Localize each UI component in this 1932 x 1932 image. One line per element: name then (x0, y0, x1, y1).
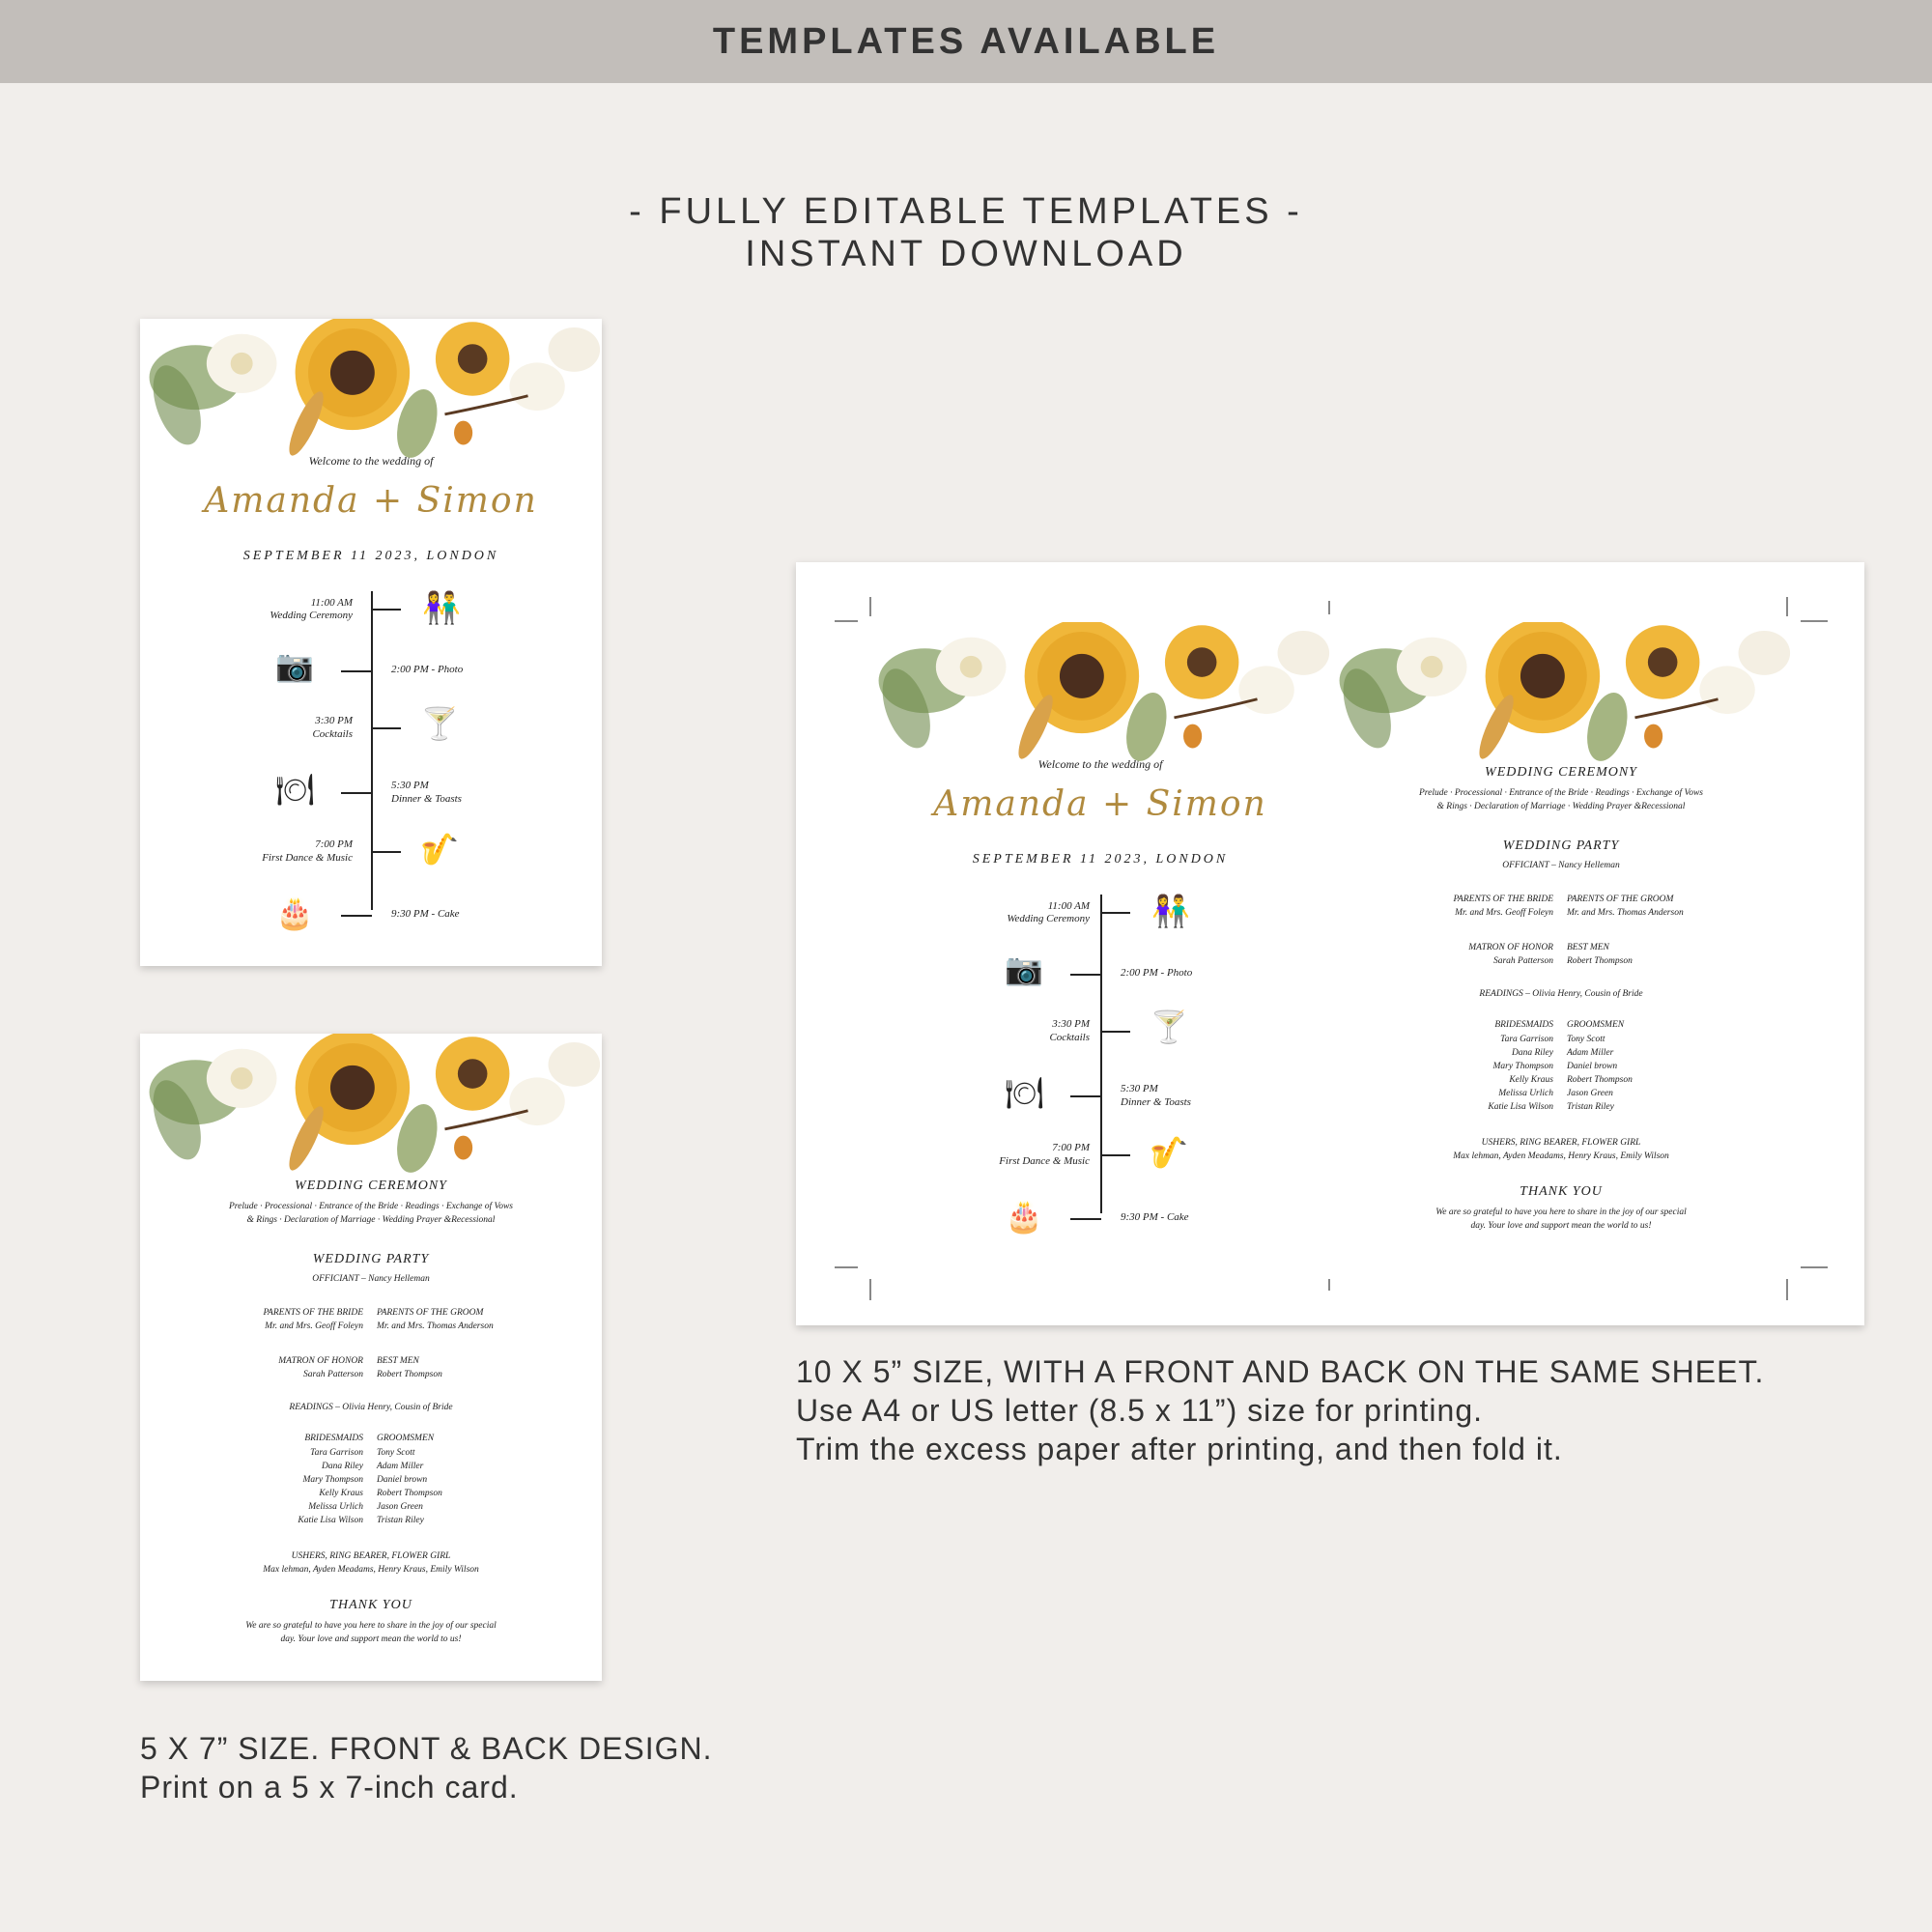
front-card-5x7 (140, 319, 602, 966)
dinner-plate-icon: 🍽 (275, 771, 315, 808)
crop-mark (835, 1266, 858, 1268)
thanks-title: THANK YOU (329, 1598, 412, 1612)
bridesmaid-name: Mary Thompson (1492, 1062, 1553, 1071)
couple-names: Amanda + Simon (204, 481, 538, 521)
thanks-title: THANK YOU (1520, 1184, 1603, 1199)
timeline-tick (341, 792, 372, 794)
bestman-label: BEST MEN (377, 1356, 419, 1366)
floral-header-right (1330, 622, 1792, 767)
ceremony-title: WEDDING CEREMONY (1485, 765, 1637, 780)
bridesmaids-label: BRIDESMAIDS (304, 1434, 363, 1443)
timeline-time: 9:30 PM - Cake (1121, 1211, 1189, 1223)
groomsmen-label: GROOMSMEN (377, 1434, 435, 1443)
matron: Sarah Patterson (302, 1370, 363, 1379)
bridesmaids-label: BRIDESMAIDS (1494, 1020, 1553, 1030)
bridesmaid-name: Kelly Kraus (319, 1489, 363, 1498)
crop-mark (1786, 1279, 1788, 1300)
bridesmaid-name: Kelly Kraus (1509, 1075, 1553, 1085)
cake-icon: 🎂 (1005, 1198, 1043, 1235)
timeline-time: 5:30 PM (391, 780, 429, 791)
timeline-time: 7:00 PM (1052, 1142, 1090, 1153)
groomsman-name: Jason Green (1567, 1089, 1613, 1098)
timeline-event: First Dance & Music (999, 1155, 1090, 1167)
thanks-line-1: We are so grateful to have you here to share in the joy of our special (245, 1621, 497, 1631)
bridesmaid-name: Dana Riley (321, 1462, 363, 1471)
timeline-tick (372, 851, 401, 853)
bridesmaid-name: Mary Thompson (302, 1475, 363, 1485)
timeline-time: 11:00 AM (310, 597, 353, 609)
cake-icon: 🎂 (275, 895, 314, 931)
bestman-label: BEST MEN (1567, 943, 1609, 952)
couple-names: Amanda + Simon (933, 784, 1267, 824)
timeline-event: Dinner & Toasts (391, 793, 462, 805)
groomsman-name: Tony Scott (377, 1448, 415, 1458)
thanks-line-2: day. Your love and support mean the world to us! (1470, 1221, 1652, 1231)
groomsman-name: Robert Thompson (1567, 1075, 1633, 1085)
couple-icon: 👫 (422, 589, 461, 626)
groomsman-name: Adam Miller (1567, 1048, 1614, 1058)
officiant: OFFICIANT – Nancy Helleman (312, 1274, 430, 1284)
timeline-event: Cocktails (1049, 1032, 1090, 1043)
ushers-label: USHERS, RING BEARER, FLOWER GIRL (1481, 1138, 1641, 1148)
floral-header (140, 319, 602, 464)
ceremony-title: WEDDING CEREMONY (295, 1179, 447, 1193)
readings: READINGS – Olivia Henry, Cousin of Bride (289, 1403, 453, 1412)
timeline-tick (1070, 1095, 1101, 1097)
timeline-event: Wedding Ceremony (270, 610, 353, 621)
headline-line-1: - FULLY EDITABLE TEMPLATES - (629, 191, 1303, 232)
ceremony-line-1: Prelude · Processional · Entrance of the Bride · Readings · Exchange of Vows (228, 1202, 513, 1211)
saxophone-icon: 🎷 (1150, 1134, 1188, 1171)
crop-mark (835, 620, 858, 622)
timeline-time: 9:30 PM - Cake (391, 908, 460, 920)
matron: Sarah Patterson (1492, 956, 1553, 966)
party-title: WEDDING PARTY (1502, 838, 1620, 853)
wide-sheet-10x5 (796, 562, 1864, 1325)
thanks-line-1: We are so grateful to have you here to share in the joy of our special (1435, 1208, 1687, 1217)
event-date: SEPTEMBER 11 2023, LONDON (242, 549, 499, 563)
welcome-text: Welcome to the wedding of (308, 454, 434, 468)
ceremony-line-2: & Rings · Declaration of Marriage · Wedding Prayer &Recessional (1436, 802, 1686, 811)
crop-mark (1801, 1266, 1828, 1268)
couple-icon: 👫 (1151, 893, 1190, 929)
timeline-tick (341, 915, 372, 917)
caption-wide-3: Trim the excess paper after printing, and then fold it. (796, 1432, 1563, 1466)
banner-title: TEMPLATES AVAILABLE (712, 21, 1220, 62)
crop-mark (1801, 620, 1828, 622)
caption-small-2: Print on a 5 x 7-inch card. (140, 1770, 519, 1804)
timeline-tick (1101, 1031, 1130, 1033)
bridesmaid-name: Melissa Urlich (1498, 1089, 1553, 1098)
timeline-line (371, 591, 373, 910)
caption-wide-1: 10 X 5” SIZE, WITH A FRONT AND BACK ON THE SAME SHEET. (796, 1354, 1765, 1389)
champagne-tower-icon: 🍸 (1150, 1009, 1188, 1045)
back-card-5x7 (140, 1034, 602, 1681)
camera-icon: 📷 (1005, 951, 1043, 987)
crop-mark (869, 1279, 871, 1300)
top-banner (0, 0, 1932, 83)
parents-bride: Mr. and Mrs. Geoff Foleyn (265, 1321, 363, 1331)
timeline-tick (1101, 1154, 1130, 1156)
timeline-tick (341, 670, 372, 672)
timeline-time: 2:00 PM - Photo (391, 664, 464, 675)
floral-header-left (869, 622, 1331, 767)
bestman: Robert Thompson (377, 1370, 442, 1379)
groomsman-name: Daniel brown (1567, 1062, 1618, 1071)
floral-header (140, 1034, 602, 1179)
ushers: Max lehman, Ayden Meadams, Henry Kraus, Emily Wilson (1453, 1151, 1669, 1161)
bridesmaid-name: Katie Lisa Wilson (298, 1516, 363, 1525)
groomsman-name: Tony Scott (1567, 1035, 1605, 1044)
timeline-time: 7:00 PM (315, 838, 353, 850)
parents-bride-label: PARENTS OF THE BRIDE (263, 1308, 363, 1318)
timeline-time: 5:30 PM (1121, 1083, 1158, 1094)
parents-groom-label: PARENTS OF THE GROOM (1567, 895, 1674, 904)
champagne-tower-icon: 🍸 (420, 705, 459, 742)
matron-label: MATRON OF HONOR (1468, 943, 1553, 952)
bridesmaid-name: Katie Lisa Wilson (1488, 1102, 1553, 1112)
saxophone-icon: 🎷 (420, 831, 459, 867)
event-date: SEPTEMBER 11 2023, LONDON (972, 852, 1229, 867)
timeline-line (1100, 895, 1102, 1213)
timeline-time: 3:30 PM (1052, 1018, 1090, 1030)
timeline-event: First Dance & Music (262, 852, 353, 864)
ushers-label: USHERS, RING BEARER, FLOWER GIRL (291, 1551, 451, 1561)
timeline-time: 11:00 AM (1047, 900, 1090, 912)
groomsmen-label: GROOMSMEN (1567, 1020, 1625, 1030)
ushers: Max lehman, Ayden Meadams, Henry Kraus, Emily Wilson (263, 1565, 479, 1575)
parents-groom: Mr. and Mrs. Thomas Anderson (1567, 908, 1684, 918)
party-title: WEDDING PARTY (312, 1252, 430, 1266)
timeline-event: Dinner & Toasts (1121, 1096, 1191, 1108)
officiant: OFFICIANT – Nancy Helleman (1502, 861, 1620, 870)
timeline-tick (1070, 1218, 1101, 1220)
crop-mark (1328, 1279, 1330, 1291)
timeline-time: 2:00 PM - Photo (1121, 967, 1193, 979)
timeline-tick (1101, 912, 1130, 914)
groomsman-name: Tristan Riley (377, 1516, 424, 1525)
timeline-time: 3:30 PM (315, 715, 353, 726)
groomsman-name: Adam Miller (377, 1462, 424, 1471)
groomsman-name: Tristan Riley (1567, 1102, 1614, 1112)
headline-line-2: INSTANT DOWNLOAD (745, 234, 1187, 274)
timeline-event: Cocktails (312, 728, 353, 740)
crop-mark (1786, 597, 1788, 616)
thanks-line-2: day. Your love and support mean the world to us! (280, 1634, 462, 1644)
groomsman-name: Daniel brown (377, 1475, 428, 1485)
bridesmaid-name: Tara Garrison (1500, 1035, 1553, 1044)
parents-groom: Mr. and Mrs. Thomas Anderson (377, 1321, 494, 1331)
groomsman-name: Robert Thompson (377, 1489, 442, 1498)
caption-small-1: 5 X 7” SIZE. FRONT & BACK DESIGN. (140, 1731, 713, 1766)
bridesmaid-name: Tara Garrison (310, 1448, 363, 1458)
camera-icon: 📷 (275, 647, 314, 684)
crop-mark (1328, 601, 1330, 614)
bestman: Robert Thompson (1567, 956, 1633, 966)
bridesmaid-name: Melissa Urlich (308, 1502, 363, 1512)
parents-bride-label: PARENTS OF THE BRIDE (1453, 895, 1553, 904)
readings: READINGS – Olivia Henry, Cousin of Bride (1479, 989, 1643, 999)
dinner-plate-icon: 🍽 (1005, 1074, 1044, 1111)
parents-groom-label: PARENTS OF THE GROOM (377, 1308, 484, 1318)
bridesmaid-name: Dana Riley (1511, 1048, 1553, 1058)
parents-bride: Mr. and Mrs. Geoff Foleyn (1455, 908, 1553, 918)
caption-wide-2: Use A4 or US letter (8.5 x 11”) size for printing. (796, 1393, 1483, 1428)
timeline-tick (1070, 974, 1101, 976)
crop-mark (869, 597, 871, 616)
groomsman-name: Jason Green (377, 1502, 423, 1512)
welcome-text: Welcome to the wedding of (1037, 757, 1163, 771)
timeline-tick (372, 727, 401, 729)
timeline-event: Wedding Ceremony (1007, 913, 1090, 924)
timeline-tick (372, 609, 401, 611)
ceremony-line-2: & Rings · Declaration of Marriage · Wedding Prayer &Recessional (246, 1215, 496, 1225)
ceremony-line-1: Prelude · Processional · Entrance of the Bride · Readings · Exchange of Vows (1418, 788, 1703, 798)
matron-label: MATRON OF HONOR (278, 1356, 363, 1366)
